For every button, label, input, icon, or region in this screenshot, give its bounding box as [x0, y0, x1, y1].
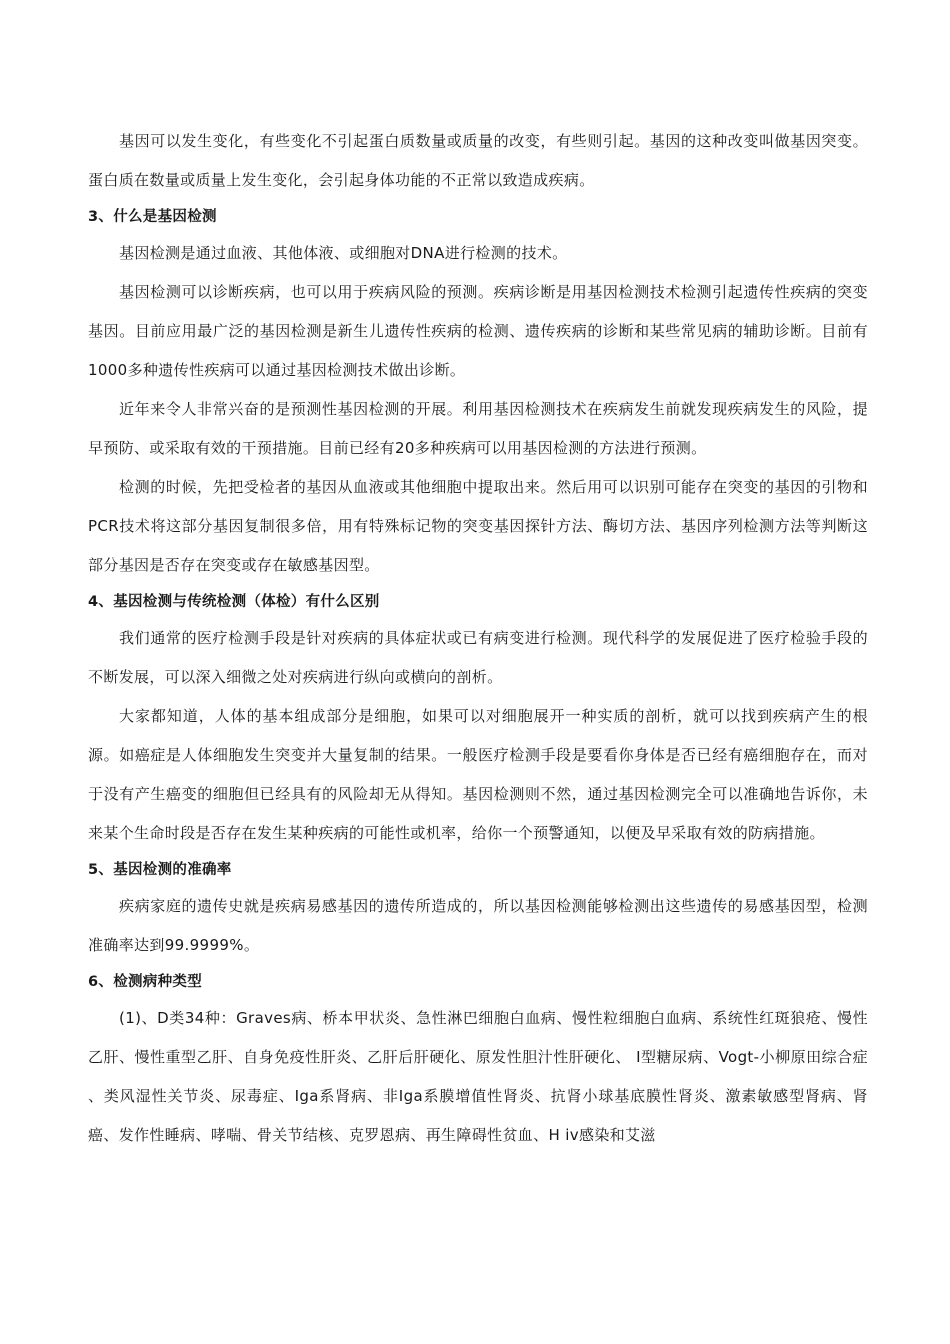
- document-body: [88, 122, 868, 1155]
- paragraph-predictive-testing: 近年来令人非常兴奋的是预测性基因检测的开展。利用基因检测技术在疾病发生前就发现疾病发生的风险，提早预防、或采取有效的干预措施。目前已经有20多种疾病可以用基因检测的方法进行预测。: [88, 400, 868, 457]
- paragraph-accuracy: 疾病家庭的遗传史就是疾病易感基因的遗传所造成的，所以基因检测能够检测出这些遗传的易感基因型，检测准确率达到99.9999%。: [88, 897, 868, 954]
- paragraph-disease-list: (1)、D类34种：Graves病、桥本甲状炎、急性淋巴细胞白血病、慢性粒细胞白血病、系统性红斑狼疮、慢性乙肝、慢性重型乙肝、自身免疫性肝炎、乙肝后肝硬化、原发性胆汁性肝硬化、 I型糖尿病、Vogt-小柳原田综合症 、类风湿性关节炎、尿毒症、Iga系肾病、非Iga系膜增值性肾炎、抗肾小球基底膜性肾炎、激素敏感型肾病、肾癌、发作性睡病、哮喘、骨关节结核、克罗恩病、再生障碍性贫血、H iv感染和艾滋: [88, 1009, 868, 1144]
- heading-what-is-gene-testing: 3、什么是基因检测: [88, 209, 217, 225]
- heading-accuracy: 5、基因检测的准确率: [88, 862, 232, 878]
- paragraph-cell-analysis: 大家都知道，人体的基本组成部分是细胞，如果可以对细胞展开一种实质的剖析，就可以找到疾病产生的根源。如癌症是人体细胞发生突变并大量复制的结果。一般医疗检测手段是要看你身体是否已经有癌细胞存在，而对于没有产生癌变的细胞但已经具有的风险却无从得知。基因检测则不然，通过基因检测完全可以准确地告诉你，未来某个生命时段是否存在发生某种疾病的可能性或机率，给你一个预警通知，以便及早采取有效的防病措施。: [88, 707, 868, 842]
- paragraph-gene-mutation: 基因可以发生变化，有些变化不引起蛋白质数量或质量的改变，有些则引起。基因的这种改变叫做基因突变。蛋白质在数量或质量上发生变化，会引起身体功能的不正常以致造成疾病。: [88, 132, 868, 189]
- paragraph-traditional-testing: 我们通常的医疗检测手段是针对疾病的具体症状或已有病变进行检测。现代科学的发展促进了医疗检验手段的不断发展，可以深入细微之处对疾病进行纵向或横向的剖析。: [88, 629, 868, 686]
- heading-difference-from-traditional: 4、基因检测与传统检测（体检）有什么区别: [88, 594, 380, 610]
- heading-disease-types: 6、检测病种类型: [88, 974, 202, 990]
- paragraph-diagnosis: 基因检测可以诊断疾病，也可以用于疾病风险的预测。疾病诊断是用基因检测技术检测引起遗传性疾病的突变基因。目前应用最广泛的基因检测是新生儿遗传性疾病的检测、遗传疾病的诊断和某些常见病的辅助诊断。目前有1000多种遗传性疾病可以通过基因检测技术做出诊断。: [88, 283, 868, 379]
- paragraph-testing-process: 检测的时候，先把受检者的基因从血液或其他细胞中提取出来。然后用可以识别可能存在突变的基因的引物和PCR技术将这部分基因复制很多倍，用有特殊标记物的突变基因探针方法、酶切方法、基因序列检测方法等判断这部分基因是否存在突变或存在敏感基因型。: [88, 478, 868, 574]
- paragraph-gene-testing-definition: 基因检测是通过血液、其他体液、或细胞对DNA进行检测的技术。: [119, 244, 568, 262]
